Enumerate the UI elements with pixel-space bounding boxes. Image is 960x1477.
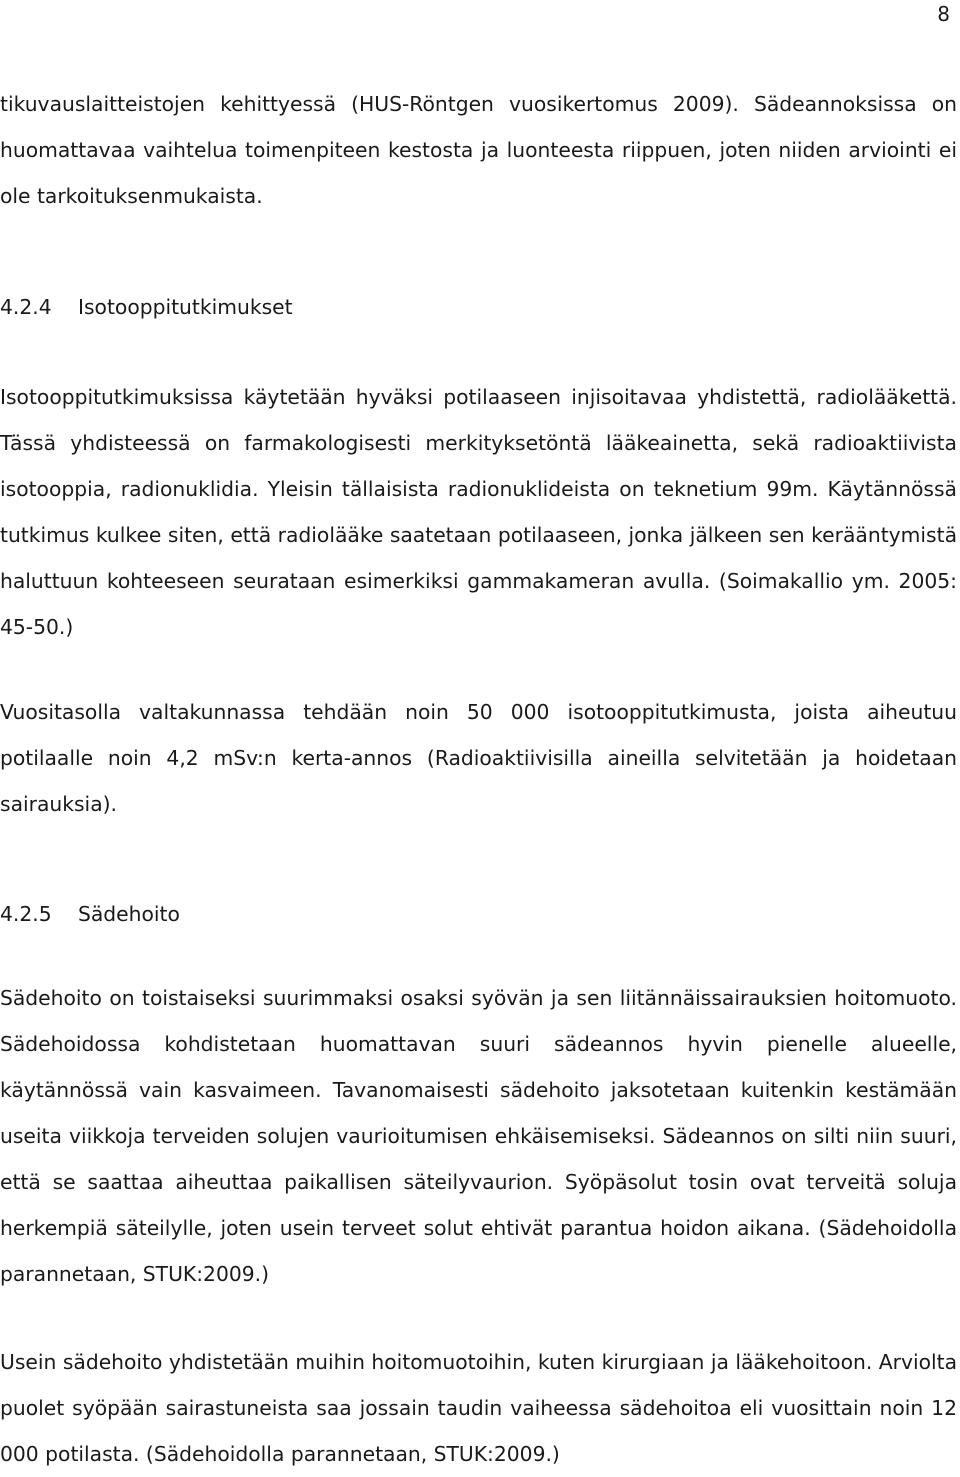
- section-number: 4.2.5: [0, 902, 52, 926]
- section-heading-4-2-4: [0, 284, 293, 330]
- paragraph-vuositasolla: Vuositasolla valtakunnassa tehdään noin 50 000 isotooppitutkimusta, joista aiheutuu potilaalle noin 4,2 mSv:n kerta-annos (Radioaktiivisilla aineilla selvitetään ja hoidetaan sairauksia).: [0, 700, 957, 816]
- section-number: 4.2.4: [0, 295, 52, 319]
- section-heading-4-2-5: [0, 891, 180, 937]
- page-number: 8: [937, 2, 950, 26]
- paragraph-intro: tikuvauslaitteistojen kehittyessä (HUS-Röntgen vuosikertomus 2009). Sädeannoksissa on huomattavaa vaihtelua toimenpiteen kestosta ja luonteesta riippuen, joten niiden arviointi ei ole tarkoituksenmukaista.: [0, 92, 957, 208]
- section-title: Isotooppitutkimukset: [78, 295, 293, 319]
- paragraph-usein: Usein sädehoito yhdistetään muihin hoitomuotoihin, kuten kirurgiaan ja lääkehoitoon. Arviolta puolet syöpään sairastuneista saa jossain taudin vaiheessa sädehoitoa eli vuosittain noin 12 000 potilasta. (Sädehoidolla parannetaan, STUK:2009.): [0, 1350, 958, 1466]
- paragraph-isotooppitutkimukset: Isotooppitutkimuksissa käytetään hyväksi potilaaseen injisoitavaa yhdistettä, radiolääkettä. Tässä yhdisteessä on farmakologisesti merkityksetöntä lääkeainetta, sekä radioaktiivista isotooppia, radionuklidia. Yleisin tällaisista radionuklideista on teknetium 99m. Käytännössä tutkimus kulkee siten, että radiolääke saatetaan potilaaseen, jonka jälkeen sen kerääntymistä haluttuun kohteeseen seurataan esimerkiksi gammakameran avulla. (Soimakallio ym. 2005: 45-50.): [0, 385, 957, 639]
- paragraph-sadehoito: Sädehoito on toistaiseksi suurimmaksi osaksi syövän ja sen liitännäissairauksien hoitomuoto. Sädehoidossa kohdistetaan huomattavan suuri sädeannos hyvin pienelle alueelle, käytännössä vain kasvaimeen. Tavanomaisesti sädehoito jaksotetaan kuitenkin kestämään useita viikkoja terveiden solujen vaurioitumisen ehkäisemiseksi. Sädeannos on silti niin suuri, että se saattaa aiheuttaa paikallisen säteilyvaurion. Syöpäsolut tosin ovat terveitä soluja herkempiä säteilylle, joten usein terveet solut ehtivät parantua hoidon aikana. (Sädehoidolla parannetaan, STUK:2009.): [0, 986, 957, 1286]
- section-title: Sädehoito: [78, 902, 180, 926]
